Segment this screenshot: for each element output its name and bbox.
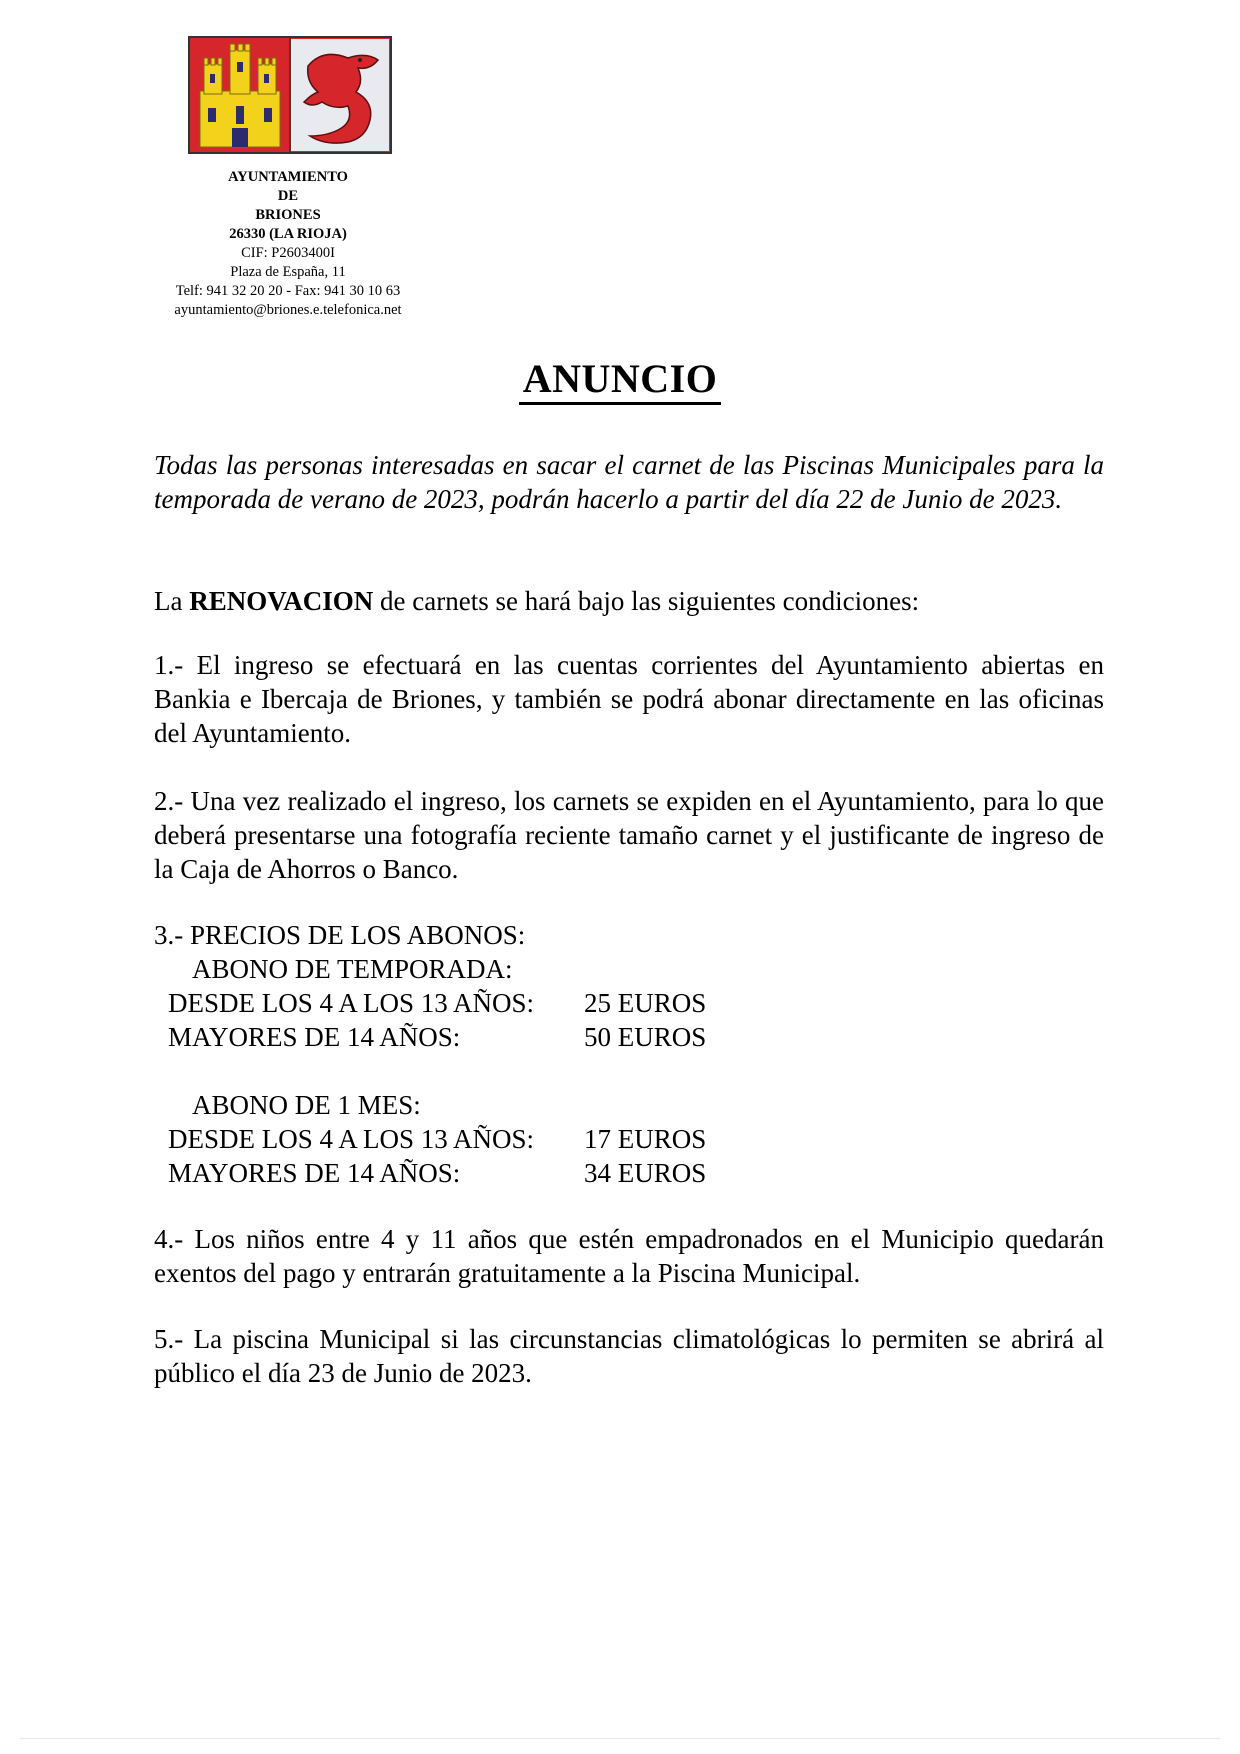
price-value: 17 EUROS [584,1124,707,1154]
month-heading: ABONO DE 1 MES: [192,1090,421,1120]
letterhead-address: Plaza de España, 11 [230,264,346,280]
letterhead [140,168,436,320]
condition-2: 2.- Una vez realizado el ingreso, los carnets se expiden en el Ayuntamiento, para lo que deberá presentarse una fotografía reciente tamaño carnet y el justificante de ingreso de la Caja de Ahorros o Banco. [154,786,1104,884]
letterhead-line-2: DE [277,188,299,204]
prices-heading-row [154,918,525,952]
letterhead-line-3: BRIONES [255,207,321,223]
intro-paragraph: Todas las personas interesadas en sacar el carnet de las Piscinas Municipales para la temporada de verano de 2023, podrán hacerlo a partir del día 22 de Junio de 2023. [154,450,1104,514]
letterhead-postal: 26330 (LA RIOJA) [229,226,347,242]
price-row [154,1122,707,1156]
renovacion-pre: La [154,586,190,616]
price-row [154,1020,707,1054]
prices-heading: 3.- PRECIOS DE LOS ABONOS: [154,920,526,950]
condition-4: 4.- Los niños entre 4 y 11 años que estén empadronados en el Municipio quedarán exentos del pago y entrarán gratuitamente a la Piscina Municipal. [154,1224,1104,1288]
page-bottom-divider [20,1738,1220,1739]
season-heading: ABONO DE TEMPORADA: [192,954,513,984]
price-row [154,986,707,1020]
price-label: MAYORES DE 14 AÑOS: [168,1022,461,1052]
prices-section [154,918,707,1190]
letterhead-line-1: AYUNTAMIENTO [228,169,348,185]
price-value: 50 EUROS [584,1022,707,1052]
price-label: MAYORES DE 14 AÑOS: [168,1158,461,1188]
month-heading-row [154,1088,525,1122]
price-value: 34 EUROS [584,1158,707,1188]
page-title: ANUNCIO [519,356,722,405]
price-label: DESDE LOS 4 A LOS 13 AÑOS: [168,1124,535,1154]
spacer-row [154,1054,525,1088]
coat-of-arms-logo [188,36,392,154]
condition-1: 1.- El ingreso se efectuará en las cuentas corrientes del Ayuntamiento abiertas en Bankia e Ibercaja de Briones, y también se podrá abonar directamente en las oficinas del Ayuntamiento. [154,650,1104,748]
renovacion-bold: RENOVACION [189,586,374,616]
season-heading-row [154,952,525,986]
letterhead-cif: CIF: P2603400I [241,245,335,261]
price-label: DESDE LOS 4 A LOS 13 AÑOS: [168,988,535,1018]
letterhead-email: ayuntamiento@briones.e.telefonica.net [174,302,402,318]
price-row [154,1156,707,1190]
letterhead-phone: Telf: 941 32 20 20 - Fax: 941 30 10 63 [175,283,401,299]
condition-5: 5.- La piscina Municipal si las circunstancias climatológicas lo permiten se abrirá al público el día 23 de Junio de 2023. [154,1324,1104,1388]
price-value: 25 EUROS [584,988,707,1018]
title-container [0,356,1240,405]
renovacion-paragraph [154,584,1104,618]
renovacion-post: de carnets se hará bajo las siguientes condiciones: [373,586,920,616]
